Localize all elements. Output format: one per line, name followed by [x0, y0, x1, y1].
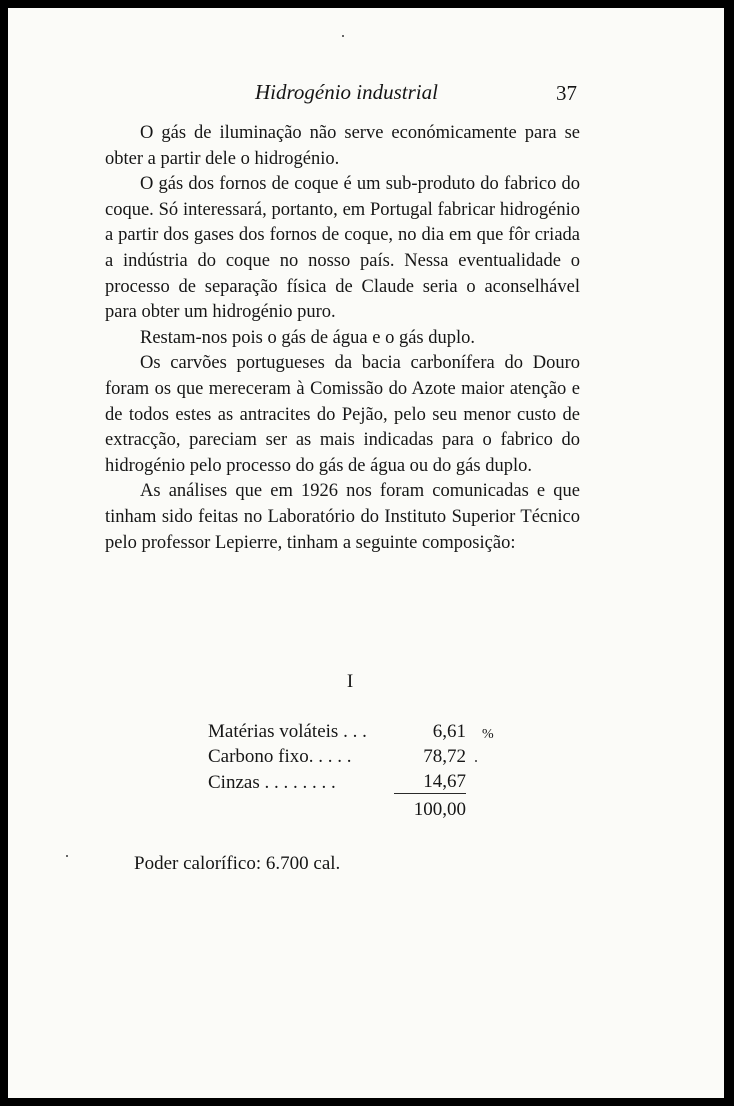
total-value: 100,00 [413, 799, 466, 820]
running-title: Hidrogénio industrial [255, 80, 438, 104]
empty-cell [466, 743, 522, 768]
empty-cell [466, 794, 522, 822]
table-row [208, 743, 522, 768]
calorific-power: Poder calorífico: 6.700 cal. [134, 853, 341, 874]
analysis-section-label: I [346, 671, 354, 692]
empty-cell [466, 768, 522, 794]
paper-speck [342, 35, 344, 37]
row-label: Matérias voláteis . . . [208, 721, 367, 742]
paper-speck [475, 760, 477, 762]
paragraph: As análises que em 1926 nos foram comunicadas e que tinham sido feitas no Laboratório do Instituto Superior Técnico pelo professor Lepierre, tinham a seguinte composição: [105, 481, 580, 553]
row-value: 14,67 [394, 768, 466, 794]
paragraph: Restam-nos pois o gás de água e o gás duplo. [140, 327, 475, 348]
percent-unit: % [482, 727, 494, 742]
paragraph: Os carvões portugueses da bacia carbonífera do Douro foram os que mereceram à Comissão do Azote maior atenção e de todos estes as antracites do Pejão, pelo seu menor custo de extracção, pareciam ser as mais indicadas para o fabrico do hidrogénio pelo processo do gás de água ou do gás duplo. [105, 353, 580, 476]
row-value: 6,61 [432, 721, 466, 742]
row-label: Cinzas . . . . . . . . [208, 771, 336, 793]
row-label: Carbono fixo. . . . . [208, 746, 352, 767]
table-row [208, 768, 522, 794]
table-row [208, 718, 522, 743]
page-number: 37 [556, 81, 577, 105]
paper-speck [66, 855, 68, 857]
row-value: 78,72 [423, 746, 466, 767]
paragraph: O gás dos fornos de coque é um sub-produto do fabrico do coque. Só interessará, portanto, em Portugal fabricar hidrogénio a partir dos gases dos fornos de coque, no dia em que fôr criada a indústria do coque no nosso país. Nessa eventualidade o processo de separação física de Claude seria o aconselhável para obter um hidrogénio puro. [105, 174, 580, 323]
total-row [208, 794, 522, 822]
page-header [8, 80, 724, 110]
book-page [8, 8, 724, 1098]
body-text [105, 121, 580, 556]
empty-cell [208, 794, 394, 822]
paragraph: O gás de iluminação não serve económicamente para se obter a partir dele o hidrogénio. [105, 123, 580, 169]
composition-table [208, 718, 522, 821]
